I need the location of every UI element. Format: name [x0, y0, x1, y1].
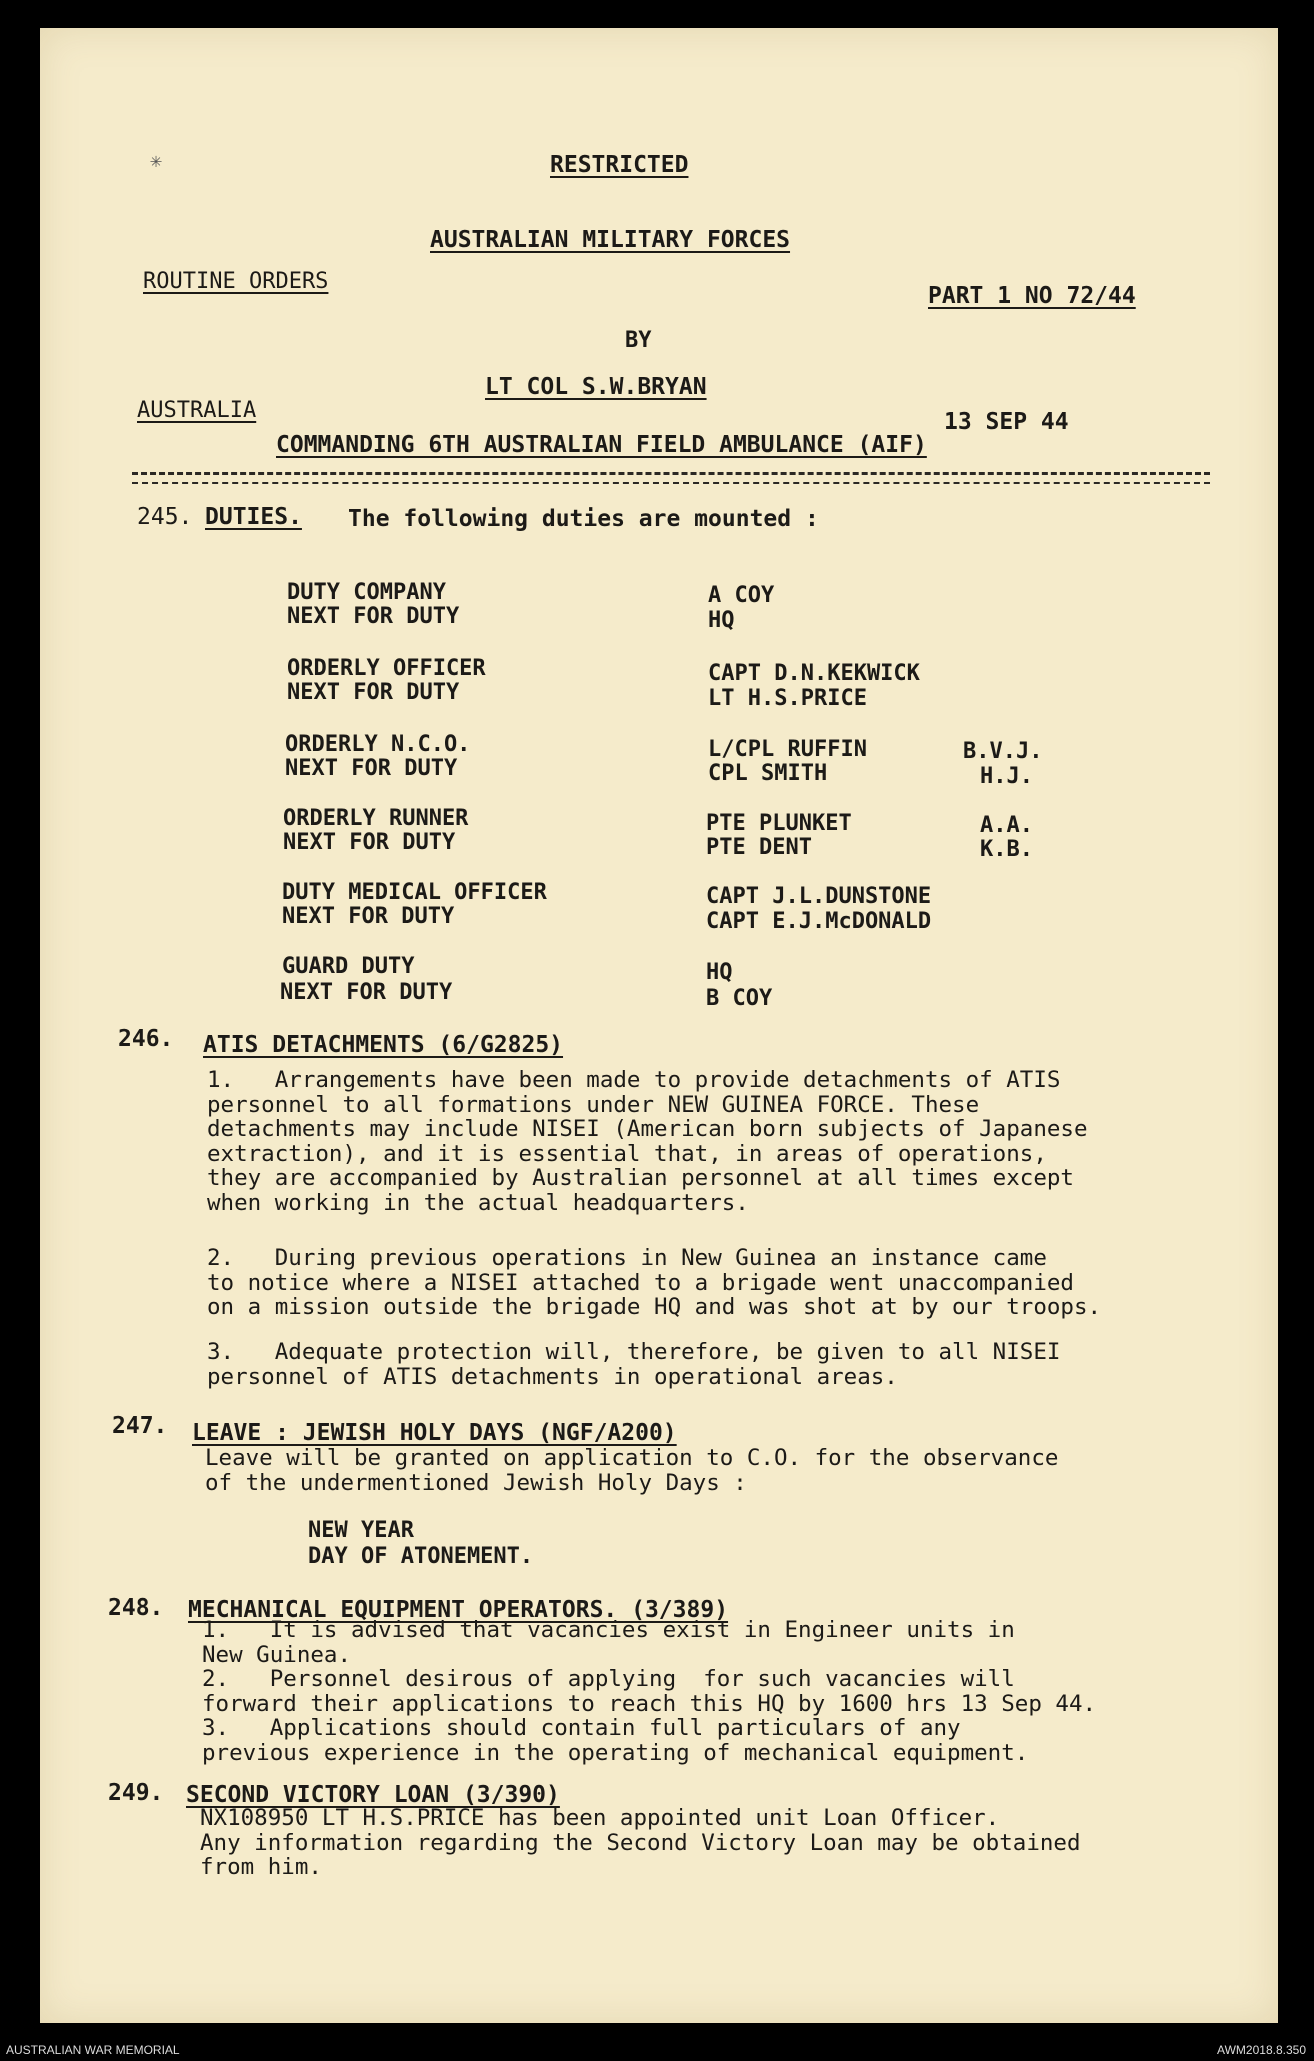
duty-role: DUTY COMPANY [287, 580, 446, 605]
section-number-245: 245. [137, 504, 193, 530]
duty-role: NEXT FOR DUTY [282, 904, 455, 929]
duty-initials: H.J. [980, 764, 1033, 789]
duty-role: GUARD DUTY [282, 954, 415, 979]
leave-body: Leave will be granted on application to C.O. for the observance of the undermentioned Jewish Holy Days : [205, 1445, 1059, 1496]
duty-role: ORDERLY N.C.O. [285, 732, 471, 757]
footer-accession: AWM2018.8.350 [1217, 2043, 1306, 2057]
section-number-249: 249. [108, 1780, 164, 1806]
duties-intro: The following duties are mounted : [348, 506, 819, 532]
atis-paragraph-1: 1. Arrangements have been made to provide detachments of ATIS personnel to all formations under NEW GUINEA FORCE. These detachments may include NISEI (American born subjects of Japanese extraction), and it is essential that, in areas of operations, they are accompanied by Australian personnel at all times except when working in the actual headquarters. [207, 1067, 1088, 1216]
commander-name: LT COL S.W.BRYAN [485, 374, 707, 400]
duty-role: NEXT FOR DUTY [287, 604, 460, 629]
duty-initials: K.B. [980, 837, 1033, 862]
duty-role: NEXT FOR DUTY [285, 756, 458, 781]
duty-name: PTE DENT [706, 835, 812, 860]
holy-day: DAY OF ATONEMENT. [308, 1544, 534, 1569]
classification-heading: RESTRICTED [550, 152, 689, 178]
orders-type: ROUTINE ORDERS [143, 269, 329, 294]
duty-name: L/CPL RUFFIN [708, 737, 867, 762]
duty-role: ORDERLY OFFICER [287, 656, 486, 681]
holy-day: NEW YEAR [308, 1518, 414, 1543]
location: AUSTRALIA [137, 398, 257, 423]
footer-credit: AUSTRALIAN WAR MEMORIAL [6, 2043, 180, 2057]
section-number-247: 247. [112, 1413, 168, 1439]
duty-initials: A.A. [980, 813, 1033, 838]
section-number-246: 246. [118, 1026, 174, 1052]
duty-name: CAPT D.N.KEKWICK [708, 661, 920, 686]
section-title-246: ATIS DETACHMENTS (6/G2825) [203, 1032, 564, 1058]
duty-name: B COY [706, 986, 773, 1011]
atis-paragraph-2: 2. During previous operations in New Guinea an instance came to notice where a NISEI attached to a brigade went unaccompanied on a mission outside the brigade HQ and was shot at by our troops. [207, 1245, 1102, 1320]
atis-paragraph-3: 3. Adequate protection will, therefore, be given to all NISEI personnel of ATIS detachments in operational areas. [207, 1339, 1061, 1390]
section-title-247: LEAVE : JEWISH HOLY DAYS (NGF/A200) [192, 1420, 677, 1446]
duty-name: HQ [706, 960, 733, 985]
duty-initials: B.V.J. [963, 739, 1043, 764]
duty-role: ORDERLY RUNNER [283, 806, 469, 831]
duty-role: NEXT FOR DUTY [280, 980, 453, 1005]
duty-name: HQ [708, 608, 735, 633]
header-divider-2 [132, 482, 1210, 484]
duty-name: CPL SMITH [708, 761, 828, 786]
command-line: COMMANDING 6TH AUSTRALIAN FIELD AMBULANCE (AIF) [276, 432, 927, 458]
force-heading: AUSTRALIAN MILITARY FORCES [430, 227, 791, 253]
duty-name: A COY [708, 583, 775, 608]
mechanical-body: 1. It is advised that vacancies exist in Engineer units in New Guinea. 2. Personnel desirous of applying for such vacancies will forward their applications to reach this HQ by 1600 hrs 13 Sep 44. 3. Applications should contain full particulars of any previous experience in the operating of mechanical equipment. [202, 1617, 1097, 1766]
ink-mark: ✳ [150, 148, 163, 172]
section-title-248: MECHANICAL EQUIPMENT OPERATORS. (3/389) [188, 1597, 729, 1623]
header-divider [132, 472, 1210, 475]
duty-name: PTE PLUNKET [706, 811, 852, 836]
duty-role: NEXT FOR DUTY [283, 830, 456, 855]
duty-role: NEXT FOR DUTY [287, 680, 460, 705]
duty-name: CAPT J.L.DUNSTONE [706, 884, 932, 909]
section-title-249: SECOND VICTORY LOAN (3/390) [186, 1782, 560, 1808]
duty-role: DUTY MEDICAL OFFICER [282, 880, 547, 905]
duty-name: LT H.S.PRICE [708, 686, 867, 711]
victory-loan-body: NX108950 LT H.S.PRICE has been appointed unit Loan Officer. Any information regarding the Second Victory Loan may be obtained from him. [200, 1805, 1081, 1880]
section-number-248: 248. [108, 1595, 164, 1621]
part-number: PART 1 NO 72/44 [928, 283, 1136, 309]
order-date: 13 SEP 44 [944, 409, 1069, 435]
duty-name: CAPT E.J.McDONALD [706, 909, 932, 934]
by-label: BY [625, 328, 652, 353]
section-title-245: DUTIES. [205, 504, 302, 530]
